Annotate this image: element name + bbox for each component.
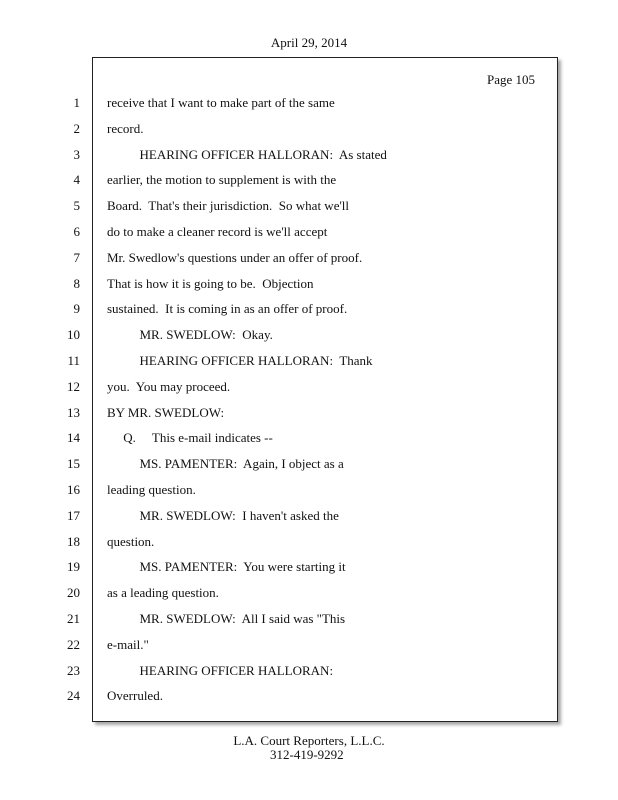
line-number: 17 <box>67 507 80 523</box>
transcript-line: MR. SWEDLOW: All I said was "This <box>107 610 346 626</box>
line-number: 18 <box>67 533 80 549</box>
page-number: Page 105 <box>486 72 535 87</box>
line-number: 4 <box>73 172 80 188</box>
transcript-line: e-mail." <box>107 636 149 652</box>
transcript-line: Mr. Swedlow's questions under an offer of proof. <box>107 249 363 265</box>
transcript-line: you. You may proceed. <box>107 378 231 394</box>
transcript-line: question. <box>107 533 155 549</box>
transcript-line: HEARING OFFICER HALLORAN: As stated <box>107 146 387 162</box>
transcript-line: sustained. It is coming in as an offer of proof. <box>107 301 348 317</box>
transcript-line: MS. PAMENTER: Again, I object as a <box>107 456 344 472</box>
transcript-text <box>107 90 547 709</box>
transcript-line: leading question. <box>107 481 196 497</box>
transcript-line: MS. PAMENTER: You were starting it <box>107 559 346 575</box>
footer-phone: 312-419-9292 <box>270 747 344 762</box>
line-number-column <box>44 90 80 709</box>
transcript-line: receive that I want to make part of the same <box>107 95 335 110</box>
line-number: 24 <box>67 688 80 704</box>
line-number: 15 <box>67 456 80 472</box>
line-number: 12 <box>67 378 80 394</box>
transcript-line: record. <box>107 120 144 136</box>
transcript-line: as a leading question. <box>107 585 219 601</box>
line-number: 23 <box>67 662 80 678</box>
transcript-line: MR. SWEDLOW: Okay. <box>107 327 273 343</box>
line-number: 20 <box>67 585 80 601</box>
transcript-line: Overruled. <box>107 688 163 704</box>
line-number: 8 <box>73 275 80 291</box>
line-number: 10 <box>67 327 80 343</box>
transcript-line: Board. That's their jurisdiction. So what we'll <box>107 198 350 214</box>
line-number: 19 <box>67 559 80 575</box>
transcript-line: MR. SWEDLOW: I haven't asked the <box>107 507 339 523</box>
line-number: 5 <box>73 198 80 214</box>
transcript-line: do to make a cleaner record is we'll accept <box>107 223 328 239</box>
line-number: 9 <box>73 301 80 317</box>
transcript-line: Q. This e-mail indicates -- <box>107 430 273 446</box>
transcript-line: BY MR. SWEDLOW: <box>107 404 225 420</box>
line-number: 22 <box>67 636 80 652</box>
header-date: April 29, 2014 <box>270 35 348 50</box>
line-number: 1 <box>73 95 80 110</box>
transcript-line: HEARING OFFICER HALLORAN: <box>107 662 334 678</box>
line-number: 7 <box>73 249 80 265</box>
line-number: 21 <box>67 610 80 626</box>
line-number: 11 <box>67 352 80 368</box>
line-number: 6 <box>73 223 80 239</box>
line-number: 2 <box>73 120 80 136</box>
line-number: 3 <box>73 146 80 162</box>
transcript-line: That is how it is going to be. Objection <box>107 275 314 291</box>
transcript-line: earlier, the motion to supplement is with the <box>107 172 337 188</box>
line-number: 16 <box>67 481 80 497</box>
transcript-line: HEARING OFFICER HALLORAN: Thank <box>107 352 373 368</box>
footer-company: L.A. Court Reporters, L.L.C. <box>233 733 385 748</box>
line-number: 13 <box>67 404 80 420</box>
line-number: 14 <box>67 430 80 446</box>
